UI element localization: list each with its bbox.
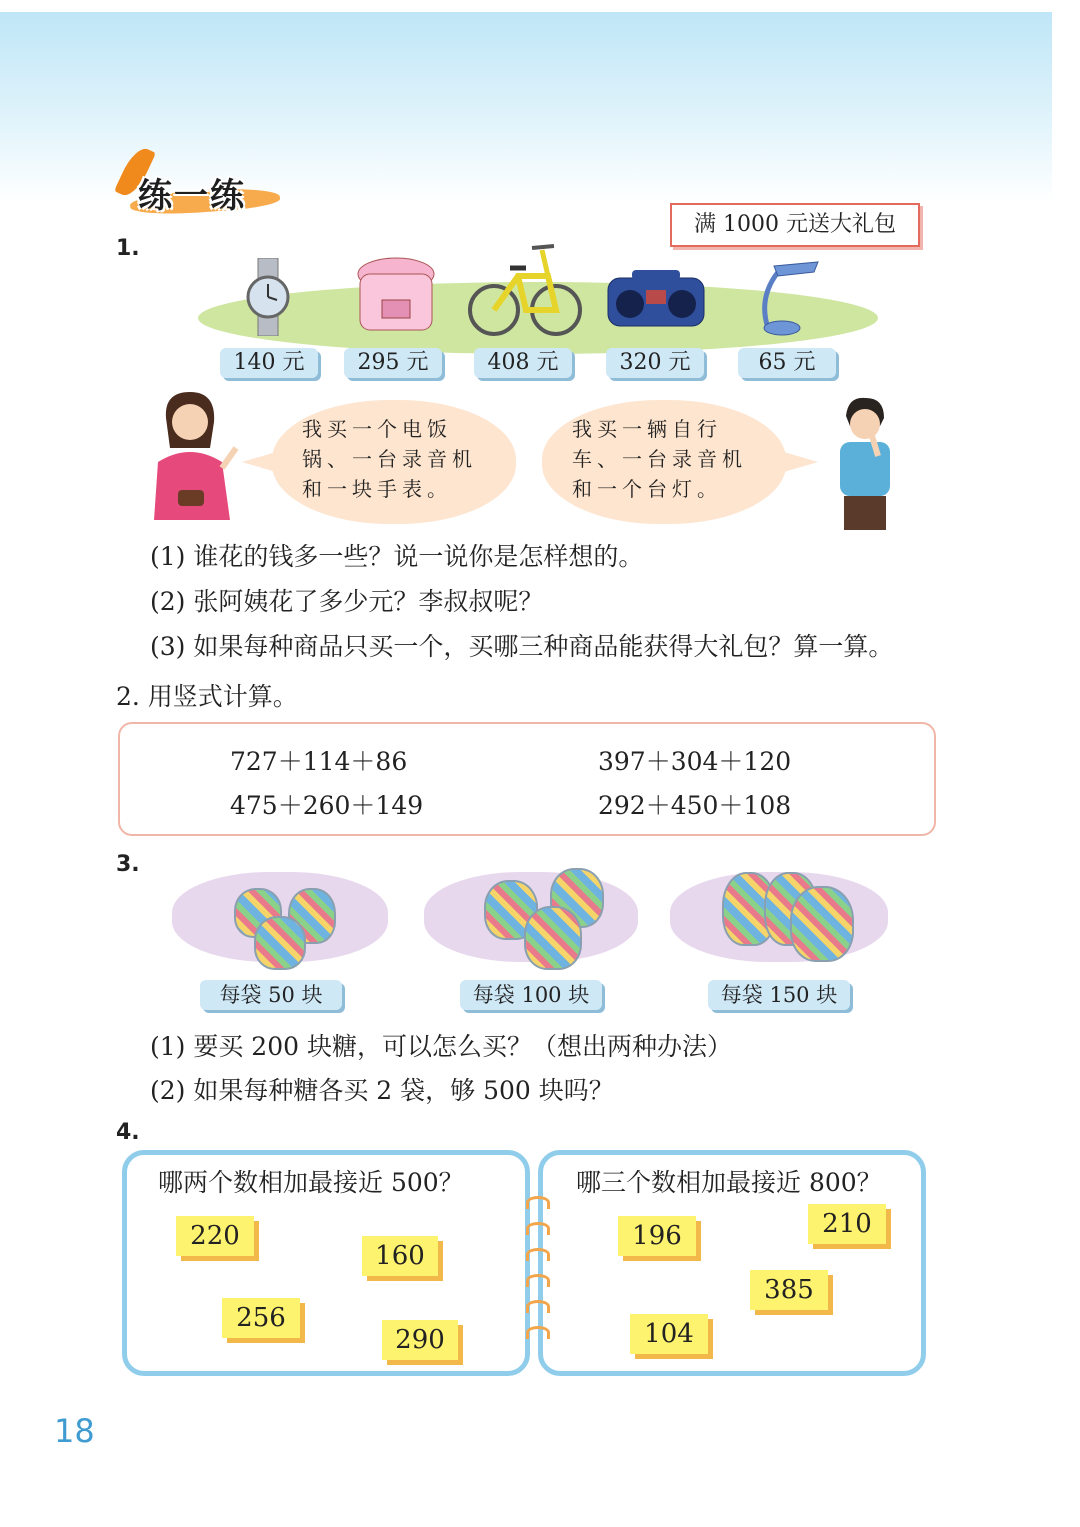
candy-bag-icon xyxy=(790,886,854,962)
price-tag-watch: 140 元 xyxy=(220,348,318,378)
man-figure-icon xyxy=(832,396,898,532)
binder-ring-icon xyxy=(526,1274,550,1287)
section-title xyxy=(118,160,278,220)
q3-number: 3. xyxy=(116,852,140,877)
price-tag-lamp: 65 元 xyxy=(738,348,836,378)
speech-bubble-left xyxy=(272,400,516,524)
candy-tag-150: 每袋 150 块 xyxy=(708,980,850,1010)
binder-ring-icon xyxy=(526,1248,550,1261)
q4-number: 4. xyxy=(116,1120,140,1145)
bubble-left-tail xyxy=(242,452,276,472)
price-tag-radio: 320 元 xyxy=(606,348,704,378)
binder-ring-icon xyxy=(526,1300,550,1313)
rice-cooker-icon xyxy=(356,256,436,334)
candy-tag-50: 每袋 50 块 xyxy=(200,980,342,1010)
q4-left-prompt: 哪两个数相加最接近 500？ xyxy=(158,1168,464,1197)
page-number: 18 xyxy=(54,1412,95,1450)
q1-question-3: (3) 如果每种商品只买一个，买哪三种商品能获得大礼包？算一算。 xyxy=(150,632,894,661)
number-card: 210 xyxy=(808,1204,886,1244)
bicycle-icon xyxy=(468,236,582,340)
price-tag-rice-cooker: 295 元 xyxy=(344,348,442,378)
q1-number: 1. xyxy=(116,236,140,261)
q3-question-2: (2) 如果每种糖各买 2 袋，够 500 块吗？ xyxy=(150,1076,614,1105)
speech-bubble-right xyxy=(542,400,786,524)
promo-sign: 满 1000 元送大礼包 xyxy=(670,203,920,247)
candy-tag-100: 每袋 100 块 xyxy=(460,980,602,1010)
section-title-text: 练一练 xyxy=(138,176,246,216)
binder-ring-icon xyxy=(526,1196,550,1209)
price-tag-bicycle: 408 元 xyxy=(474,348,572,378)
binder-ring-icon xyxy=(526,1326,550,1339)
q1-question-2: (2) 张阿姨花了多少元？李叔叔呢？ xyxy=(150,587,544,616)
desk-lamp-icon xyxy=(748,258,824,336)
bubble-right-line-3: 和一个台灯。 xyxy=(572,477,722,501)
q1-question-1: (1) 谁花的钱多一些？说一说你是怎样想的。 xyxy=(150,542,644,571)
number-card: 290 xyxy=(382,1320,458,1360)
bubble-left-line-1: 我买一个电饭 xyxy=(302,417,452,441)
calc-expression-4: 292＋450＋108 xyxy=(598,791,792,820)
bubble-left-line-2: 锅、一台录音机 xyxy=(302,447,477,471)
watch-icon xyxy=(240,258,296,336)
number-card: 160 xyxy=(362,1236,438,1276)
q3-question-1: (1) 要买 200 块糖，可以怎么买？（想出两种办法） xyxy=(150,1032,732,1061)
bubble-right-line-1: 我买一辆自行 xyxy=(572,417,722,441)
number-card: 385 xyxy=(750,1270,828,1310)
candy-bag-icon xyxy=(254,916,306,970)
woman-figure-icon xyxy=(144,388,240,524)
binder-ring-icon xyxy=(526,1222,550,1235)
number-card: 256 xyxy=(222,1298,300,1338)
q4-right-prompt: 哪三个数相加最接近 800？ xyxy=(576,1168,882,1197)
number-card: 220 xyxy=(176,1216,254,1256)
number-card: 196 xyxy=(618,1216,696,1256)
bubble-right-line-2: 车、一台录音机 xyxy=(572,447,747,471)
radio-icon xyxy=(606,270,706,328)
calc-expression-1: 727＋114＋86 xyxy=(230,747,408,776)
bubble-right-tail xyxy=(784,452,818,472)
calc-expression-2: 397＋304＋120 xyxy=(598,747,792,776)
number-card: 104 xyxy=(630,1314,708,1354)
q2-heading: 2. 用竖式计算。 xyxy=(116,682,298,711)
bubble-left-line-3: 和一块手表。 xyxy=(302,477,452,501)
candy-bag-icon xyxy=(524,906,582,970)
calc-expression-3: 475＋260＋149 xyxy=(230,791,424,820)
